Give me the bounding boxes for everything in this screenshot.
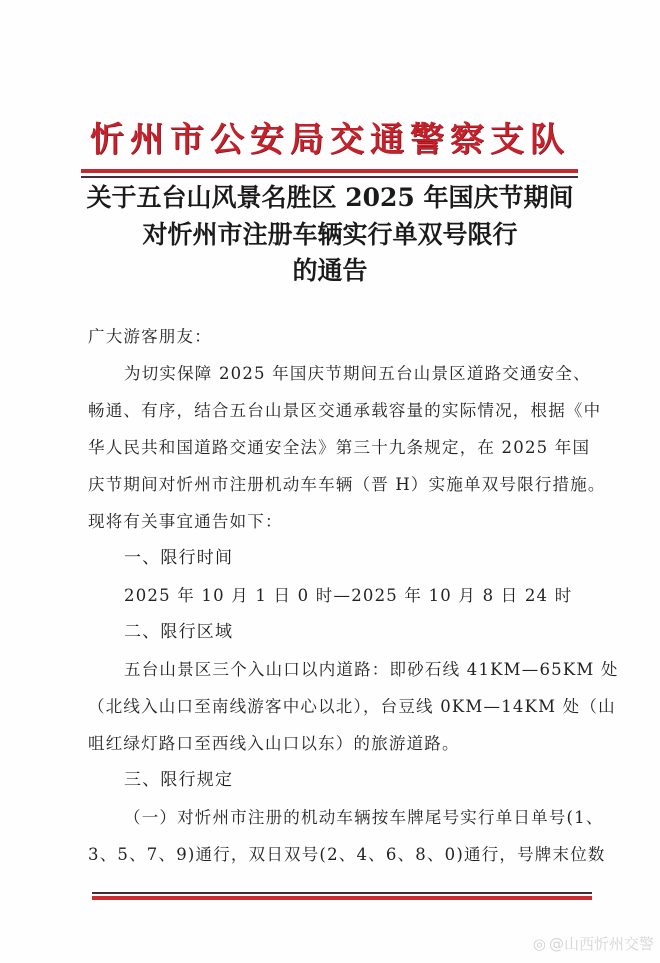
weibo-icon: ◎ [532, 934, 546, 953]
body-line: 3、5、7、9)通行，双日双号(2、4、6、8、0)通行，号牌末位数 [88, 845, 606, 864]
body-line: 咀红绿灯路口至西线入山口以东）的旅游道路。 [88, 734, 460, 753]
watermark-text: @山西忻州交警 [548, 935, 654, 953]
body-line: 为切实保障 2025 年国庆节期间五台山景区道路交通安全、 [124, 364, 591, 383]
body-line: 现将有关事宜通告如下： [88, 512, 283, 531]
weibo-watermark [533, 933, 654, 954]
footer-red-rule [92, 896, 592, 900]
body-line: 2025 年 10 月 1 日 0 时—2025 年 10 月 8 日 24 时 [124, 586, 573, 605]
section-heading-area: 二、限行区域 [124, 622, 234, 642]
title-line: 对忻州市注册车辆实行单双号限行 [142, 219, 518, 249]
body-line: 五台山景区三个入山口以内道路：即砂石线 41KM—65KM 处 [124, 660, 619, 679]
notice-body [88, 318, 619, 873]
body-line: （北线入山口至南线游客中心以北），台豆线 0KM—14KM 处（山 [88, 697, 616, 716]
section-heading-time: 一、限行时间 [124, 548, 234, 568]
header-red-rule [81, 169, 578, 173]
notice-title [0, 180, 660, 290]
title-line: 关于五台山风景名胜区 2025 年国庆节期间 [86, 183, 574, 212]
footer-dark-rule [92, 892, 592, 894]
body-line: 畅通、有序，结合五台山景区交通承载容量的实际情况，根据《中 [88, 401, 602, 420]
body-line: 华人民共和国道路交通安全法》第三十九条规定，在 2025 年国 [88, 438, 591, 457]
body-line: （一）对忻州市注册的机动车辆按车牌尾号实行单日单号(1、 [124, 808, 604, 827]
salutation: 广大游客朋友： [88, 327, 212, 346]
body-line: 庆节期间对忻州市注册机动车车辆（晋 H）实施单双号限行措施。 [88, 475, 606, 494]
header-dark-rule [81, 176, 578, 178]
title-line: 的通告 [292, 256, 368, 285]
section-heading-rules: 三、限行规定 [124, 770, 234, 790]
organization-header: 忻州市公安局交通警察支队 [90, 120, 570, 160]
